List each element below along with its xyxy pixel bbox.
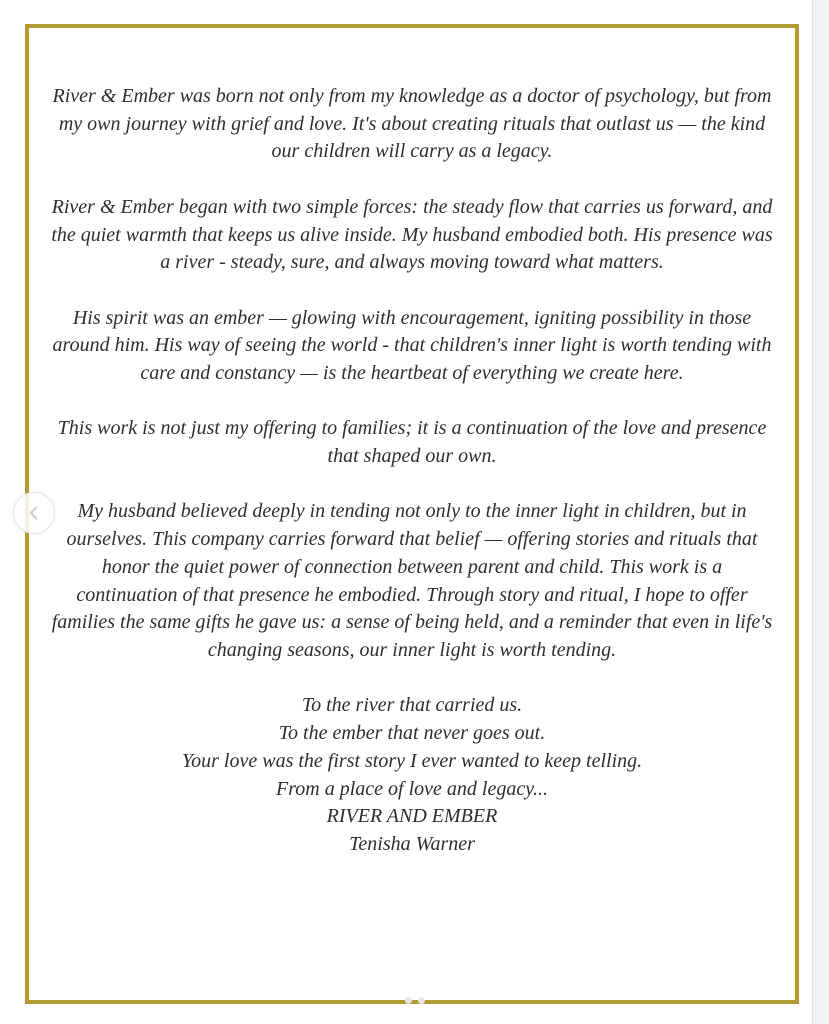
dedication-line-3: Your love was the first story I ever wanted to keep telling. <box>181 749 643 772</box>
letter-paragraph-1: River & Ember was born not only from my knowledge as a doctor of psychology, but from my own journey with grief and love. It's about creating rituals that outlast us — the kind our children will carry as a legacy. <box>52 85 772 163</box>
letter-card <box>25 24 799 1004</box>
chevron-left-icon <box>25 504 43 522</box>
letter-paragraph-3: His spirit was an ember — glowing with encouragement, igniting possibility in those around him. His way of seeing the world - that children's inner light is worth tending with care and constancy — is the heartbeat of everything we create here. <box>52 306 772 384</box>
carousel-dots <box>395 997 435 1007</box>
carousel-dot[interactable] <box>418 997 425 1004</box>
letter-paragraph-2: River & Ember began with two simple forces: the steady flow that carries us forward, and the quiet warmth that keeps us alive inside. My husband embodied both. His presence was a river - steady, sure, and always moving toward what matters. <box>51 195 773 274</box>
letter-paragraph-4: This work is not just my offering to families; it is a continuation of the love and presence that shaped our own. <box>57 417 767 468</box>
author-name: Tenisha Warner <box>349 832 475 855</box>
scrollbar-track[interactable] <box>812 0 829 1024</box>
farewell-line: From a place of love and legacy... <box>276 777 548 800</box>
company-name: RIVER AND EMBER <box>326 805 498 828</box>
dedication-line-1: To the river that carried us. <box>301 694 523 717</box>
letter-body <box>29 83 795 859</box>
dedication-line-2: To the ember that never goes out. <box>278 722 546 745</box>
carousel-dot[interactable] <box>405 997 412 1004</box>
dedication <box>29 692 795 775</box>
carousel-prev-button[interactable] <box>13 492 55 534</box>
letter-paragraph-5: My husband believed deeply in tending not only to the inner light in children, but in ourselves. This company carries forward that belief — offering stories and rituals that honor the quiet power of connection between parent and child. This work is a continuation of that presence he embodied. Through story and ritual, I hope to offer families the same gifts he gave us: a sense of being held, and a reminder that even in life's changing seasons, our inner light is worth tending. <box>51 500 773 661</box>
